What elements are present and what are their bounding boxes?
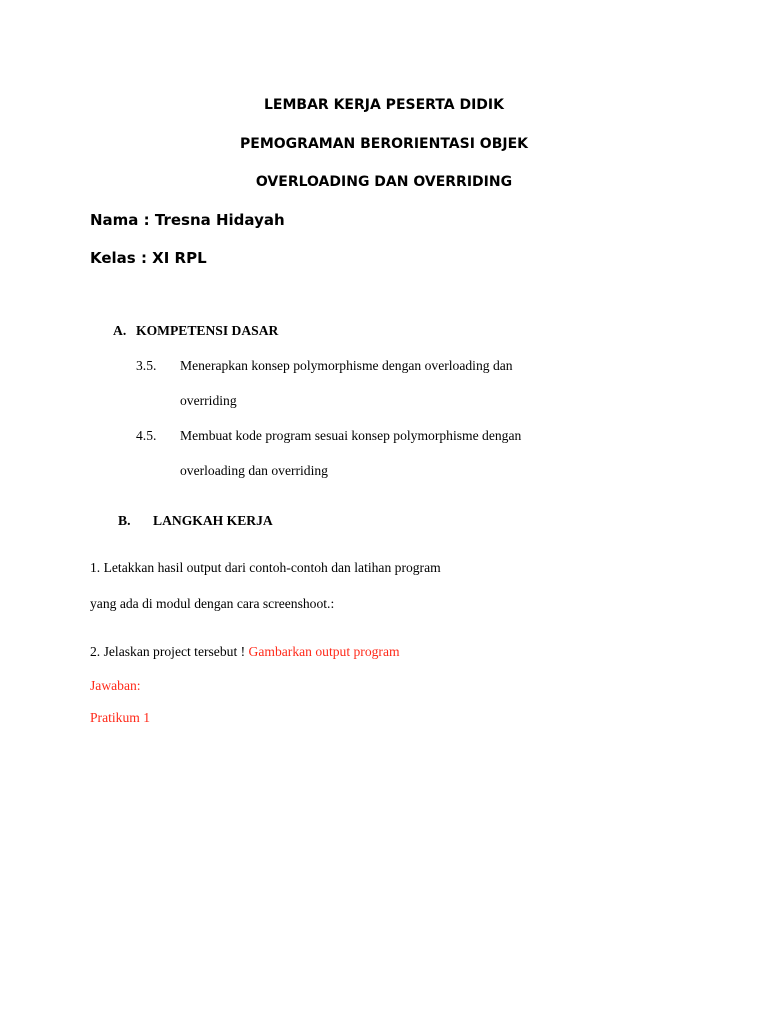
step-2-highlight: Gambarkan output program [248, 644, 400, 659]
section-a-marker: A. [113, 323, 127, 338]
document-title-2: PEMOGRAMAN BERORIENTASI OBJEK [240, 136, 528, 152]
competency-2-line-1: Membuat kode program sesuai konsep polymorphisme dengan [180, 428, 522, 443]
practicum-label: Pratikum 1 [90, 710, 151, 725]
competency-2-number: 4.5. [136, 428, 157, 443]
answer-label: Jawaban: [90, 678, 141, 693]
student-class: Kelas : XI RPL [90, 249, 207, 267]
section-a-heading: KOMPETENSI DASAR [136, 323, 279, 338]
competency-1-line-2: overriding [180, 393, 237, 408]
student-name: Nama : Tresna Hidayah [90, 211, 285, 229]
step-2-line [90, 644, 400, 660]
document-title-1: LEMBAR KERJA PESERTA DIDIK [264, 97, 504, 113]
section-b-marker: B. [118, 513, 131, 528]
step-1-line-2: yang ada di modul dengan cara screenshoot.: [90, 596, 335, 611]
step-2-text: 2. Jelaskan project tersebut ! [90, 644, 249, 659]
competency-2-line-2: overloading dan overriding [180, 463, 328, 478]
competency-1-number: 3.5. [136, 358, 157, 373]
section-b-heading: LANGKAH KERJA [153, 513, 273, 528]
step-1-line-1: 1. Letakkan hasil output dari contoh-contoh dan latihan program [90, 560, 441, 575]
competency-1-line-1: Menerapkan konsep polymorphisme dengan overloading dan [180, 358, 513, 373]
document-title-3: OVERLOADING DAN OVERRIDING [255, 174, 513, 190]
